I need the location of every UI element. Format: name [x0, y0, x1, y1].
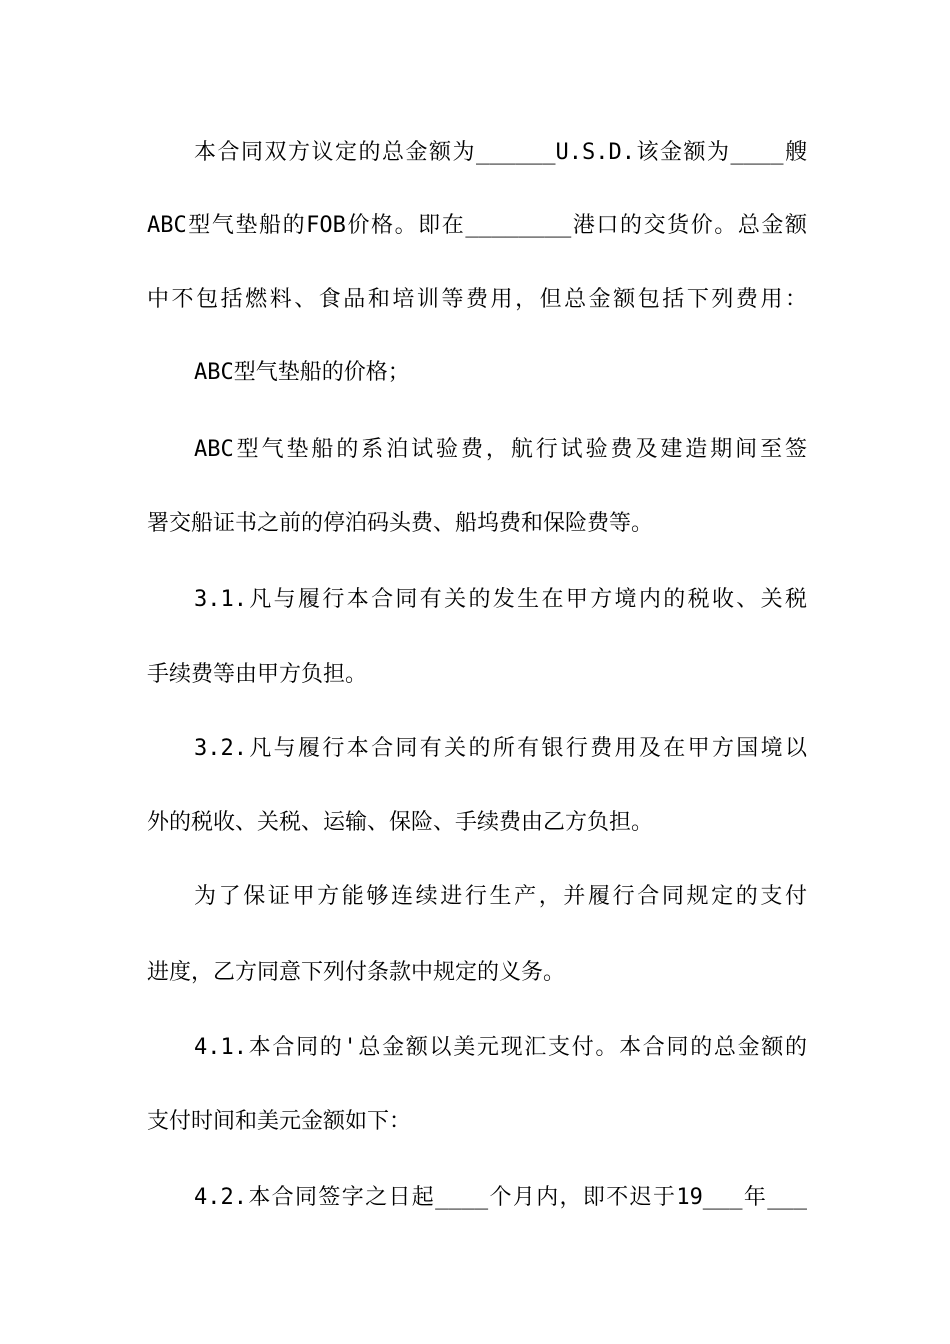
text-line: ABC型气垫船的FOB价格。即在________港口的交货价。总金额 [147, 213, 807, 238]
text-line: ABC型气垫船的系泊试验费，航行试验费及建造期间至签 [194, 437, 807, 462]
text-line: 外的税收、关税、运输、保险、手续费由乙方负担。 [147, 810, 654, 835]
text-line: ABC型气垫船的价格； [194, 360, 410, 385]
text-line: 4.1.本合同的'总金额以美元现汇支付。本合同的总金额的 [194, 1035, 807, 1060]
text-line: 进度，乙方同意下列付条款中规定的义务。 [147, 960, 566, 985]
text-line: 4.2.本合同签字之日起____个月内，即不迟于19___年___ [194, 1185, 807, 1210]
text-line: 手续费等由甲方负担。 [147, 662, 368, 687]
text-line: 支付时间和美元金额如下： [147, 1109, 412, 1134]
text-line: 署交船证书之前的停泊码头费、船坞费和保险费等。 [147, 511, 654, 536]
text-line: 3.1.凡与履行本合同有关的发生在甲方境内的税收、关税 [194, 587, 807, 612]
text-line: 本合同双方议定的总金额为______U.S.D.该金额为____艘 [194, 140, 807, 165]
text-line: 3.2.凡与履行本合同有关的所有银行费用及在甲方国境以 [194, 736, 807, 761]
text-line: 为了保证甲方能够连续进行生产，并履行合同规定的支付 [194, 884, 807, 909]
text-line: 中不包括燃料、食品和培训等费用，但总金额包括下列费用： [147, 287, 807, 312]
